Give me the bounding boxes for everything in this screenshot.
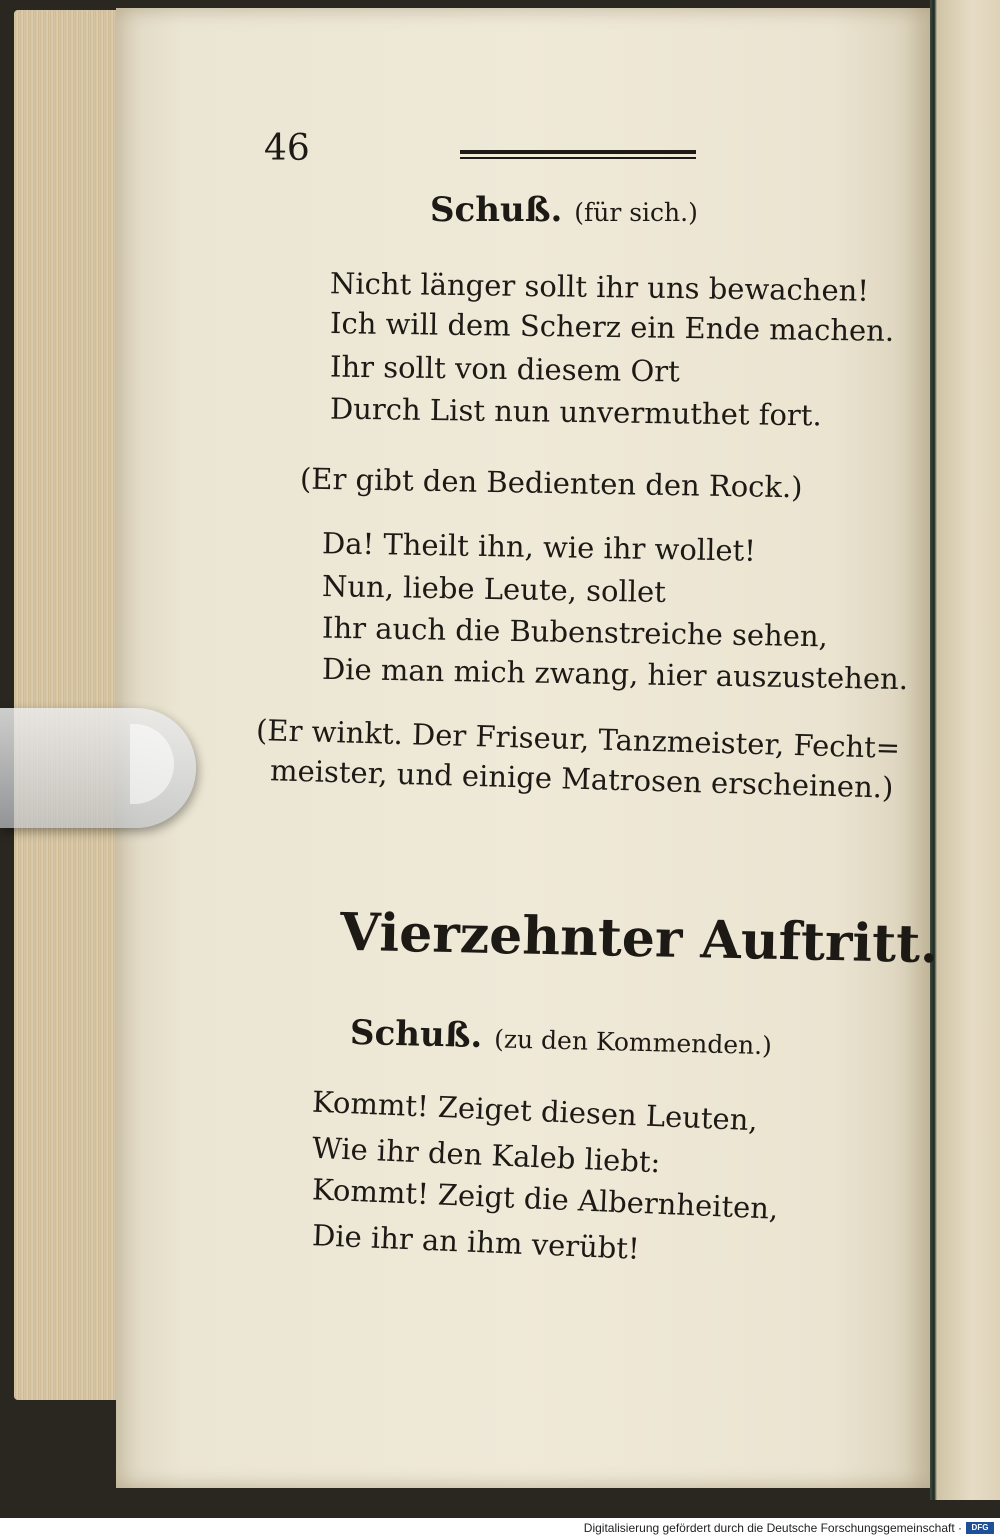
footer-credit: Digitalisierung gefördert durch die Deutsche Forschungsgemeinschaft · (583, 1521, 962, 1535)
stage-direction: (für sich.) (574, 198, 698, 227)
facing-page-edge (930, 0, 1000, 1500)
speaker-name: Schuß. (349, 1012, 483, 1057)
verse-line: Die man mich zwang, hier auszustehen. (321, 651, 909, 697)
verse-line: Ihr sollt von diesem Ort (329, 349, 681, 389)
header-rule (460, 150, 696, 159)
stage-direction: (Er gibt den Bedienten den Rock.) (299, 461, 803, 505)
stage-direction: meister, und einige Matrosen erscheinen.) (269, 753, 894, 805)
verse-line: Ich will dem Scherz ein Ende machen. (329, 306, 895, 348)
page-edges (14, 10, 126, 1400)
verse-line: Wie ihr den Kaleb liebt: (311, 1130, 662, 1180)
dfg-logo-icon: DFG (966, 1522, 994, 1534)
verse-line: Da! Theilt ihn, wie ihr wollet! (321, 526, 757, 568)
verse-line: Ihr auch die Bubenstreiche sehen, (321, 610, 829, 654)
speaker-name: Schuß. (430, 190, 563, 230)
verse-line: Kommt! Zeiget diesen Leuten, (311, 1084, 759, 1138)
stage-direction: (Er winkt. Der Friseur, Tanzmeister, Fecht= (255, 713, 901, 765)
verse-line: Nicht länger sollt ihr uns bewachen! (329, 266, 870, 308)
verse-line: Kommt! Zeigt die Albernheiten, (311, 1172, 779, 1226)
verse-line: Nun, liebe Leute, sollet (321, 569, 667, 609)
speaker-line (430, 190, 698, 230)
clip-highlight (130, 724, 174, 804)
stage-direction: (zu den Kommenden.) (493, 1024, 773, 1061)
scene-heading: Vierzehnter Auftritt. (339, 901, 939, 976)
page-holder-clip (0, 708, 196, 828)
digitization-footer (0, 1518, 1000, 1538)
verse-line: Durch List nun unvermuthet fort. (329, 391, 822, 433)
page-number: 46 (264, 128, 310, 169)
verse-line: Die ihr an ihm verübt! (311, 1218, 641, 1266)
